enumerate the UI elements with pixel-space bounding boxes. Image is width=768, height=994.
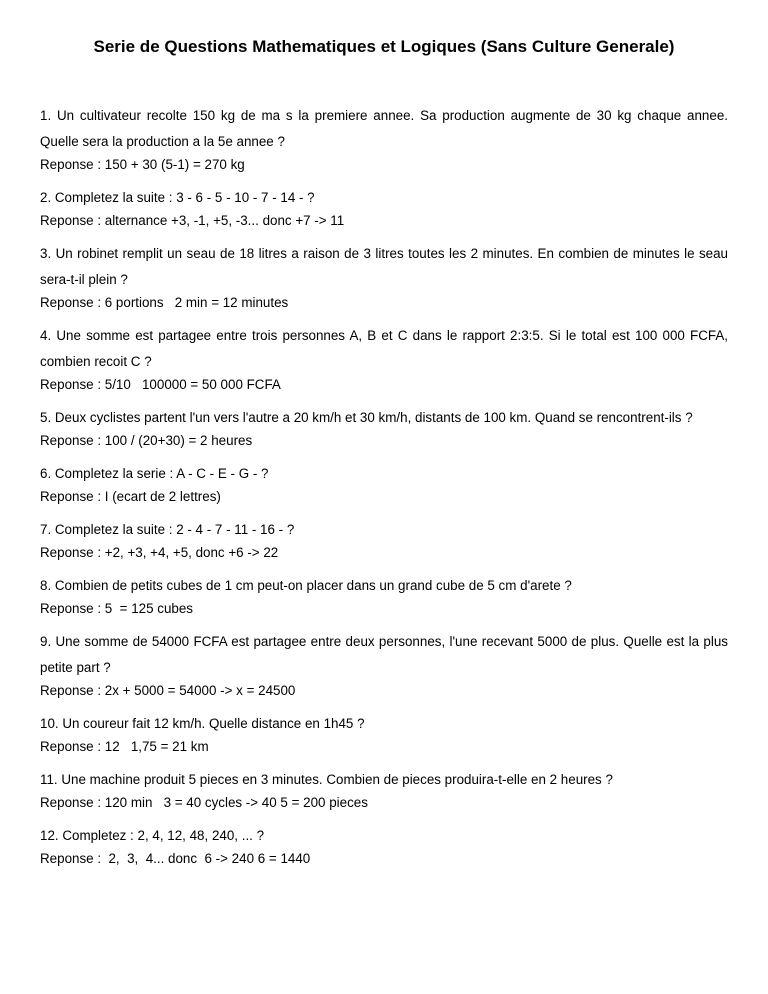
answer-text: Reponse : 150 + 30 (5-1) = 270 kg	[40, 157, 245, 172]
question-text: 8. Combien de petits cubes de 1 cm peut-on placer dans un grand cube de 5 cm d'arete ?	[40, 578, 572, 593]
question-item-11	[40, 767, 728, 813]
answer-text: Reponse : 12 1,75 = 21 km	[40, 739, 209, 754]
answer-text: Reponse : 100 / (20+30) = 2 heures	[40, 433, 253, 448]
answer-text: Reponse : +2, +3, +4, +5, donc +6 -> 22	[40, 545, 279, 560]
question-item-12	[40, 823, 728, 869]
answer-text: Reponse : 2x + 5000 = 54000 -> x = 24500	[40, 683, 296, 698]
question-text: 2. Completez la suite : 3 - 6 - 5 - 10 - 7 - 14 - ?	[40, 190, 315, 205]
answer-text: Reponse : I (ecart de 2 lettres)	[40, 489, 221, 504]
question-item-1	[40, 103, 728, 175]
question-text: 12. Completez : 2, 4, 12, 48, 240, ... ?	[40, 828, 265, 843]
question-item-9	[40, 629, 728, 701]
question-item-3	[40, 241, 728, 313]
question-text: 4. Une somme est partagee entre trois personnes A, B et C dans le rapport 2:3:5. Si le total est 100 000 FCFA, combien recoit C ?	[40, 328, 728, 369]
question-text: 9. Une somme de 54000 FCFA est partagee entre deux personnes, l'une recevant 5000 de plus. Quelle est la plus petite part ?	[40, 634, 728, 675]
answer-text: Reponse : 5/10 100000 = 50 000 FCFA	[40, 377, 281, 392]
document-title: Serie de Questions Mathematiques et Logiques (Sans Culture Generale)	[93, 37, 675, 56]
answer-text: Reponse : 2, 3, 4... donc 6 -> 240 6 = 1440	[40, 851, 311, 866]
question-text: 6. Completez la serie : A - C - E - G - ?	[40, 466, 269, 481]
question-list	[40, 103, 728, 879]
answer-text: Reponse : 5 = 125 cubes	[40, 601, 193, 616]
question-text: 5. Deux cyclistes partent l'un vers l'autre a 20 km/h et 30 km/h, distants de 100 km. Quand se rencontrent-ils ?	[40, 410, 693, 425]
question-item-5	[40, 405, 728, 451]
question-item-7	[40, 517, 728, 563]
answer-text: Reponse : 6 portions 2 min = 12 minutes	[40, 295, 289, 310]
question-text: 11. Une machine produit 5 pieces en 3 minutes. Combien de pieces produira-t-elle en 2 heures ?	[40, 772, 613, 787]
question-text: 10. Un coureur fait 12 km/h. Quelle distance en 1h45 ?	[40, 716, 365, 731]
question-item-2	[40, 185, 728, 231]
question-item-8	[40, 573, 728, 619]
question-text: 1. Un cultivateur recolte 150 kg de ma s la premiere annee. Sa production augmente de 30 kg chaque annee. Quelle sera la production a la 5e annee ?	[40, 108, 728, 149]
answer-text: Reponse : 120 min 3 = 40 cycles -> 40 5 = 200 pieces	[40, 795, 368, 810]
answer-text: Reponse : alternance +3, -1, +5, -3... donc +7 -> 11	[40, 213, 345, 228]
question-item-10	[40, 711, 728, 757]
question-text: 3. Un robinet remplit un seau de 18 litres a raison de 3 litres toutes les 2 minutes. En combien de minutes le seau sera-t-il plein ?	[40, 246, 728, 287]
question-item-6	[40, 461, 728, 507]
question-text: 7. Completez la suite : 2 - 4 - 7 - 11 - 16 - ?	[40, 522, 295, 537]
question-item-4	[40, 323, 728, 395]
